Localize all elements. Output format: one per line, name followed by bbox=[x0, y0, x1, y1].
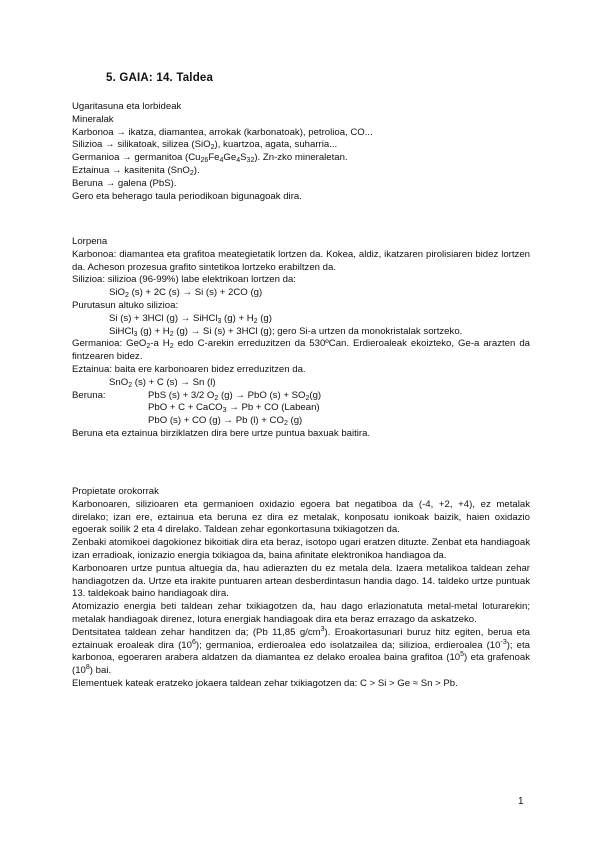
equation: SiO$_2$ (s) + 2C (s) → Si (s) + 2CO (g) bbox=[109, 287, 263, 300]
equation-label: Beruna: bbox=[72, 389, 106, 401]
paragraph: Dentsitatea taldean zehar handitzen da; (Pb 11,85 $g/cm^3$). Eroakortasunari buruz hitz egiten, berua eta eztainuak eroaleak dira $(10^6)$; germanioa, erdieroalea edo isolatzailea da; silizioa, erdieroalea $(10^{-3})$; eta karbonoa, egoeraren arabera aldatzen da diamantea ez delako eroalea baina grafitoa $(10^5)$ eta grafenoak $(10^8)$ bai. bbox=[72, 625, 530, 677]
equation: PbO (s) + CO (g) → Pb $(l) + CO_2$ (g) bbox=[148, 415, 303, 428]
mineral-silicon: Silizioa → silikatoak, silizea (SiO$_2$), kuartzoa, agata, suharria... bbox=[72, 139, 338, 152]
mineral-carbon: Karbonoa → ikatza, diamantea, arrokak (karbonatoak), petrolioa, CO... bbox=[72, 126, 373, 138]
equation: SnO$_2$ (s) + C (s) → Sn (l) bbox=[109, 376, 216, 389]
mineral-lead: Beruna → galena (PbS). bbox=[72, 177, 177, 189]
section-obtaining bbox=[72, 236, 530, 441]
section-abundance bbox=[72, 101, 530, 203]
paragraph: Purutasun altuko silizioa: bbox=[72, 299, 179, 311]
page-title: 5. GAIA: 14. Taldea bbox=[106, 72, 214, 84]
section-heading: Propietate orokorrak bbox=[72, 486, 159, 497]
section-properties bbox=[72, 486, 530, 691]
paragraph: Karbonoaren urtze puntua altuegia da, hau adierazten du ez metala dela. Izaera metalikoa taldean zehar handiagotzen da. Urtze eta irakite puntuaren artean desberdintasun handia dago. 14. taldeko urtze puntuak 13. taldekoak baino handiagoak dira. bbox=[72, 562, 530, 600]
paragraph: Elementuek kateak eratzeko jokaera taldean zehar txikiagotzen da: C > Si > Ge ≈ Sn > Pb. bbox=[72, 677, 458, 689]
lead-equations bbox=[72, 390, 530, 403]
section-heading: Lorpena bbox=[72, 236, 108, 247]
section-note: Gero eta beherago taula periodikoan bigunagoak dira. bbox=[72, 190, 302, 202]
equation: Si (s) + 3HCl (g) → SiHCl$_3$ $(g) + H_2$ (g) bbox=[109, 312, 272, 325]
paragraph: Germanioa: GeO$_2$-a $H_2$ edo C-arekin erreduzitzen da 530ºCan. Erdieroaleak ekoizteko, Ge-a arazten da fintzearen bidez. bbox=[72, 338, 531, 363]
paragraph: Atomizazio energia beti taldean zehar txikiagotzen da, hau dago erlazionatuta metal-metal loturarekin; metalak handiagoak direnez, lotura energiak handiagoak dira eta beraz errazago da askatzeko. bbox=[72, 601, 530, 625]
paragraph: Karbonoaren, silizioaren eta germanioen oxidazio egoera bat negatiboa da (-4, +2, +4), ez metalak direlako; izan ere, eztainua eta beruna ez dira ez metalak, konposatu ionikoak baizik, haien oxidazio egoerak soilik 2 eta 4 direlako. Taldean zehar egonkortasuna txikiagotzen da. bbox=[72, 498, 530, 536]
equation: PbS (s) + 3/2 $O_2$ (g) → PbO $(s) + SO_2(g)$ bbox=[148, 389, 322, 402]
section-heading: Ugaritasuna eta lorbideak bbox=[72, 101, 182, 112]
paragraph: Eztainua: baita ere karbonoaren bidez erreduzitzen da. bbox=[72, 363, 306, 375]
mineral-germanium: Germanioa → germanitoa $(Cu_{26}Fe_4Ge_4S_{32})$. Zn-zko mineraletan. bbox=[72, 152, 348, 165]
page-number: 1 bbox=[518, 796, 524, 807]
equation: PbO + C + CaCO$_3$ → Pb + CO (Labean) bbox=[148, 402, 320, 415]
subheading: Mineralak bbox=[72, 113, 114, 125]
mineral-tin: Eztainua → kasitenita (SnO$_2$). bbox=[72, 164, 200, 177]
paragraph: Beruna eta eztainua birziklatzen dira bere urtze puntua baxuak baitira. bbox=[72, 427, 371, 439]
paragraph: Karbonoa: diamantea eta grafitoa meategietatik lortzen da. Kokea, aldiz, ikatzaren pirolisiaren bidez lortzen da. Acheson prozesua grafito sintetikoa lortzeko erabiltzen da. bbox=[72, 248, 530, 273]
equation: SiHCl$_3$ $(g) + H_2$ (g) → Si (s) + 3HCl (g); gero Si-a urtzen da monokristalak sortzeko. bbox=[109, 325, 463, 338]
paragraph: Zenbaki atomikoei dagokionez bikoitiak dira eta beraz, isotopo ugari eratzen dituzte. Zenbat eta handiagoak izan erradioak, ionizazio energia txikiagoa da, baina afinitate elektronikoa handiagoa da. bbox=[72, 537, 530, 561]
paragraph: Silizioa: silizioa (96-99%) labe elektrikoan lortzen da: bbox=[72, 274, 296, 286]
